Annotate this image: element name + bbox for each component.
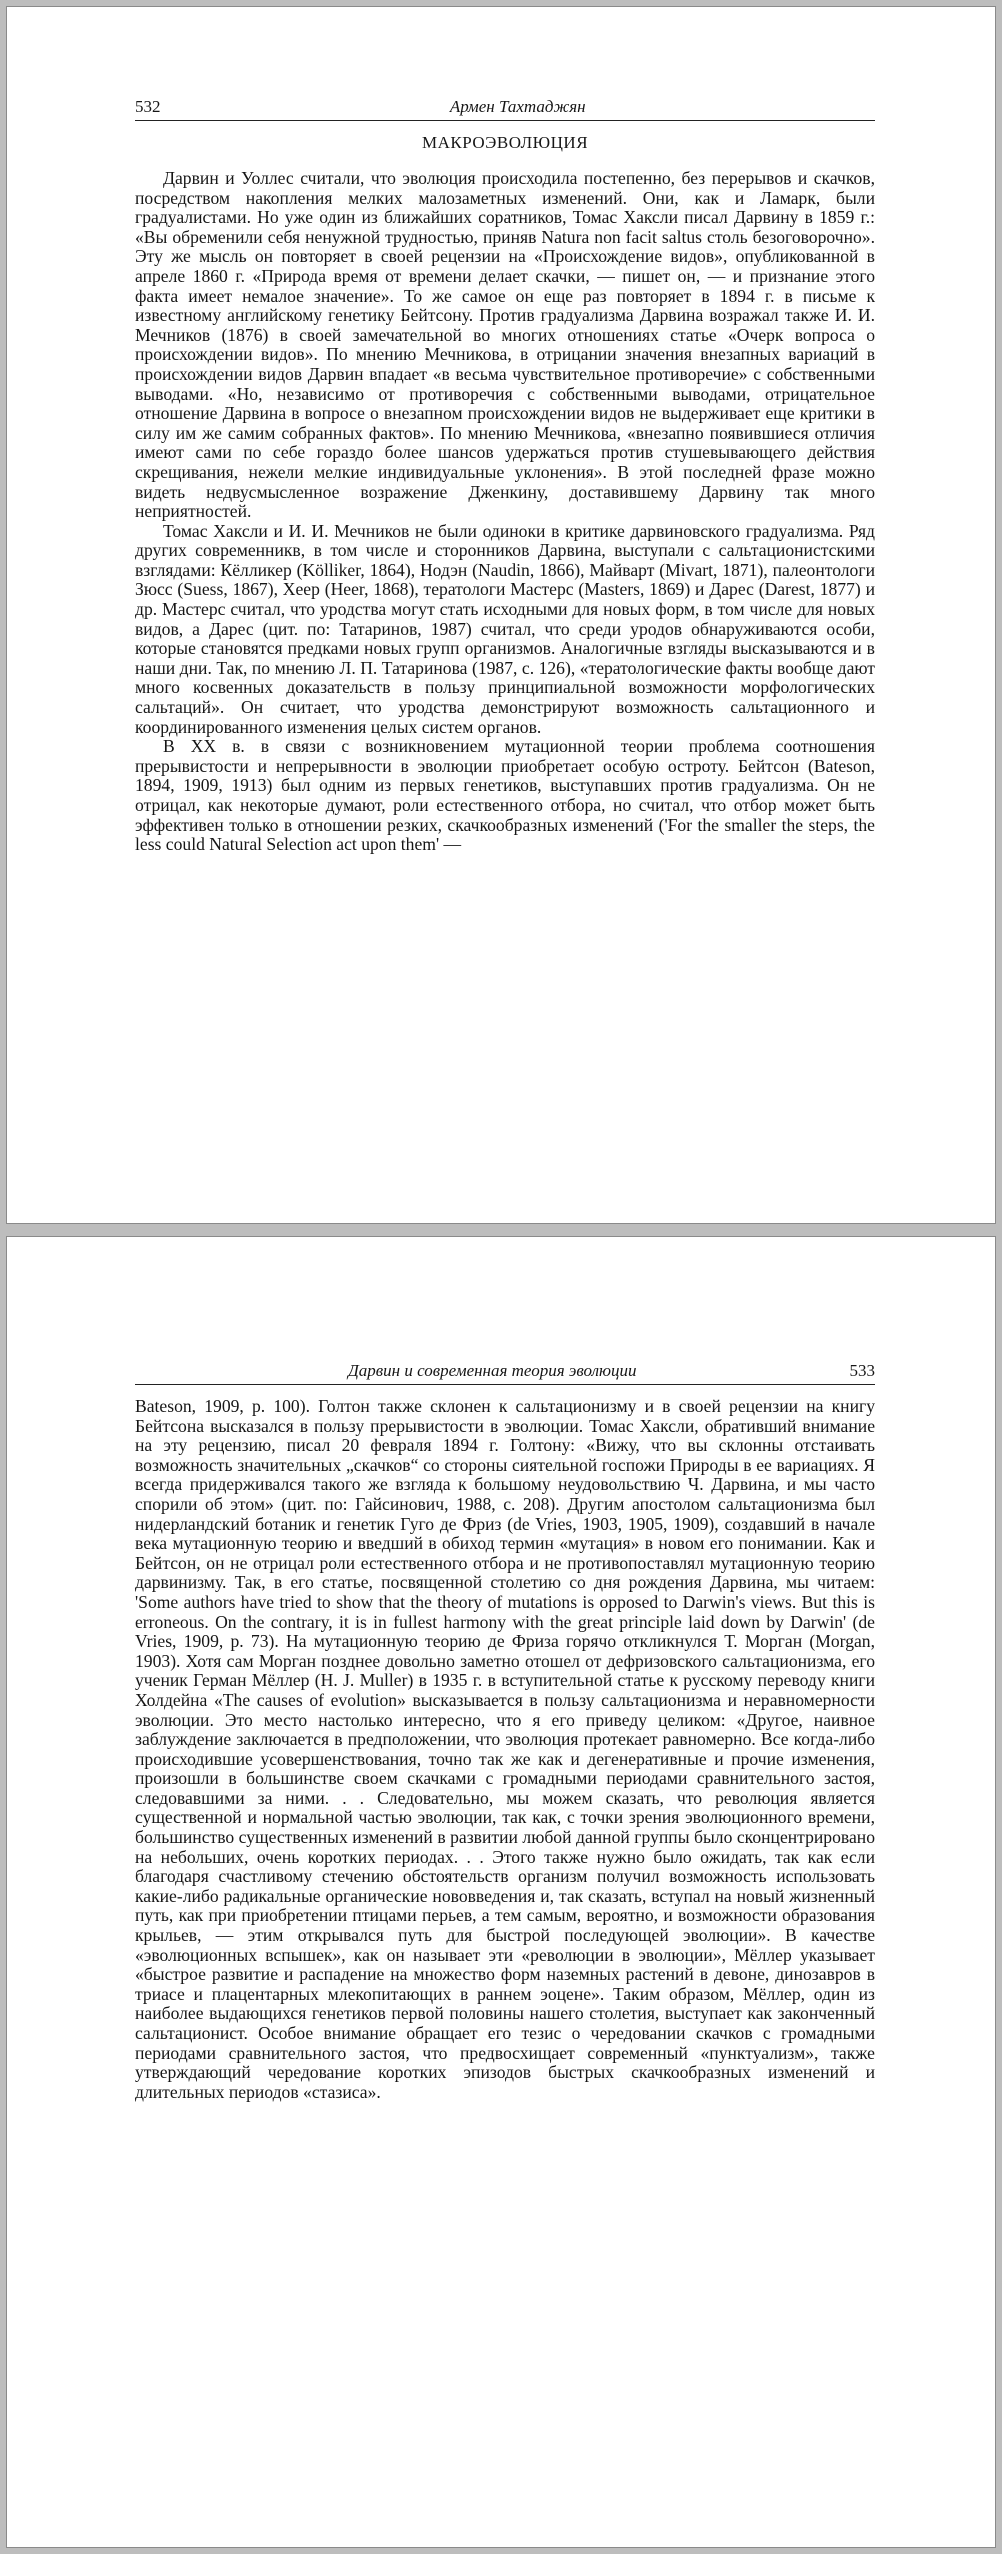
section-title: МАКРОЭВОЛЮЦИЯ [421, 133, 589, 152]
paragraph: Bateson, 1909, p. 100). Голтон также склонен к сальтационизму и в своей рецензии на книгу Бейтсона высказался в пользу прерывистости в эволюции. Томас Хаксли, обративший внимание на эту рецензию, писал 20 февраля 1894 г. Голтону: «Вижу, что вы склонны отстаивать возможность значительных „скачков“ со стороны сиятельной госпожи Природы в ее вариациях. Я всегда придерживался такого же взгляда к большому неудовольствию Ч. Дарвина, и мы часто спорили об этом» (цит. по: Гайсинович, 1988, с. 208). Другим апостолом сальтационизма был нидерландский ботаник и генетик Гуго де Фриз (de Vries, 1903, 1905, 1909), создавший в начале века мутационную теорию и введший в обиход термин «мутация» в новом его понимании. Как и Бейтсон, он не отрицал роли естественного отбора и не противопоставлял мутационную теорию дарвинизму. Так, в его статье, посвященной столетию со дня рождения Дарвина, мы читаем: 'Some authors have tried to show that the theory of mutations is opposed to Darwin's views. But this is erroneous. On the contrary, it is in fullest harmony with the great principle laid down by Darwin' (de Vries, 1909, p. 73). На мутационную теорию де Фриза горячо откликнулся Т. Морган (Morgan, 1903). Хотя сам Морган позднее довольно заметно отошел от дефризовского сальтационизма, его ученик Герман Мёллер (H. J. Muller) в 1935 г. в вступительной статье к русскому переводу книги Холдейна «The causes of evolution» высказывается в пользу сальтационизма и неравномерности эволюции. Это место настолько интересно, что я его приведу целиком: «Другое, наивное заблуждение заключается в предположении, что эволюция протекает равномерно. Все когда-либо происходившие усовершенствования, точно так же как и дегенеративные и прочие изменения, произошли в большинстве своем скачками с громадными периодами сравнительного застоя, следовавшими за ними. . . Следовательно, мы можем сказать, что революция является существенной и нормальной частью эволюции, так как, с точки зрения эволюционного времени, большинство существенных изменений в развитии любой данной группы было сконцентрировано на небольших, очень коротких периодах. . . Этого также нужно было ожидать, так как если благодаря счастливому стечению обстоятельств организм получил возможность использовать какие-либо радикальные органические нововведения и, так сказать, вступал на новый жизненный путь, как при приобретении птицами перьев, а тем самым, вероятно, и возможности образования крыльев, — этим открывался путь для быстрой последующей эволюции». В качестве «эволюционных вспышек», как он называет эти «революции в эволюции», Мёллер указывает «быстрое развитие и распадение на множество форм наземных растений в девоне, динозавров в триасе и плацентарных млекопитающих в раннем эоцене». Таким образом, Мёллер, один из наиболее выдающихся генетиков первой половины нашего столетия, выступает как законченный сальтационист. Особое внимание обращает его тезис о чередовании скачков с громадными периодами сравнительного застоя, что предвосхищает современный «пунктуализм», также утверждающий чередование коротких эпизодов быстрых скачкообразных изменений и длительных периодов «стазиса». [135, 1396, 875, 2102]
book-page-533 [6, 1236, 996, 2548]
page-body-text [135, 1397, 875, 2102]
paragraph: Дарвин и Уоллес считали, что эволюция происходила постепенно, без перерывов и скачков, посредством накопления мелких малозаметных изменений. Они, как и Ламарк, были градуалистами. Но уже один из ближайших соратников, Томас Хаксли писал Дарвину в 1859 г.: «Вы обременили себя ненужной трудностью, приняв Natura non facit saltus столь безоговорочно». Эту же мысль он повторяет в своей рецензии на «Происхождение видов», опубликованной в апреле 1860 г. «Природа время от времени делает скачки, — пишет он, — и признание этого факта имеет немалое значение». То же самое он еще раз повторяет в 1894 г. в письме к известному английскому генетику Бейтсону. Против градуализма Дарвина возражал также И. И. Мечников (1876) в своей замечательной во многих отношениях статье «Очерк вопроса о происхождении видов». По мнению Мечникова, в отрицании значения внезапных вариаций в происхождении видов Дарвин впадает «в весьма чувствительное противоречие» с собственными выводами. «Но, независимо от противоречия с собственными выводами, отрицательное отношение Дарвина в вопросе о внезапном происхождении видов не выдерживает еще критики в силу им же самим собранных фактов». По мнению Мечникова, «внезапно появившиеся отличия имеют сами по себе гораздо более шансов удержаться против стушевывающего действия скрещивания, нежели мелкие индивидуальные уклонения». В этой последней фразе можно видеть недвусмысленное возражение Дженкину, доставившему Дарвину так много неприятностей. [135, 168, 875, 522]
page-number: 533 [849, 1361, 875, 1380]
page-header [135, 1353, 875, 1385]
running-head: Дарвин и современная теория эволюции [347, 1361, 637, 1380]
paragraph: В XX в. в связи с возникновением мутационной теории проблема соотношения прерывистости и непрерывности в эволюции приобретает особую остроту. Бейтсон (Bateson, 1894, 1909, 1913) был одним из первых генетиков, выступавших против градуализма. Он не отрицал, как некоторые думают, роли естественного отбора, но считал, что отбор может быть эффективен только в отношении резких, скачкообразных изменений ('For the smaller the steps, the less could Natural Selection act upon them' — [135, 736, 875, 855]
running-head: Армен Тахтаджян [449, 97, 586, 116]
paragraph: Томас Хаксли и И. И. Мечников не были одиноки в критике дарвиновского градуализма. Ряд других современникв, в том числе и сторонников Дарвина, выступали с сальтационистскими взглядами: Кёлликер (Kölliker, 1864), Нодэн (Naudin, 1866), Майварт (Mivart, 1871), палеонтологи Зюсс (Suess, 1867), Хеер (Heer, 1868), тератологи Мастерс (Masters, 1869) и Дарес (Darest, 1877) и др. Мастерс считал, что уродства могут стать исходными для новых форм, в том числе для новых видов, а Дарес (цит. по: Татаринов, 1987) считал, что среди уродов обнаруживаются особи, которые становятся предками новых групп организмов. Аналогичные взгляды высказываются и в наши дни. Так, по мнению Л. П. Татаринова (1987, с. 126), «тератологические факты вообще дают много косвенных доказательств в пользу принципиальной возможности морфологических сальтаций». Он считает, что уродства демонстрируют возможность сальтационного и координированного изменения целых систем органов. [135, 520, 875, 737]
page-number: 532 [135, 97, 161, 116]
book-page-532 [6, 6, 996, 1224]
page-header [135, 89, 875, 121]
page-body-text [135, 169, 875, 855]
